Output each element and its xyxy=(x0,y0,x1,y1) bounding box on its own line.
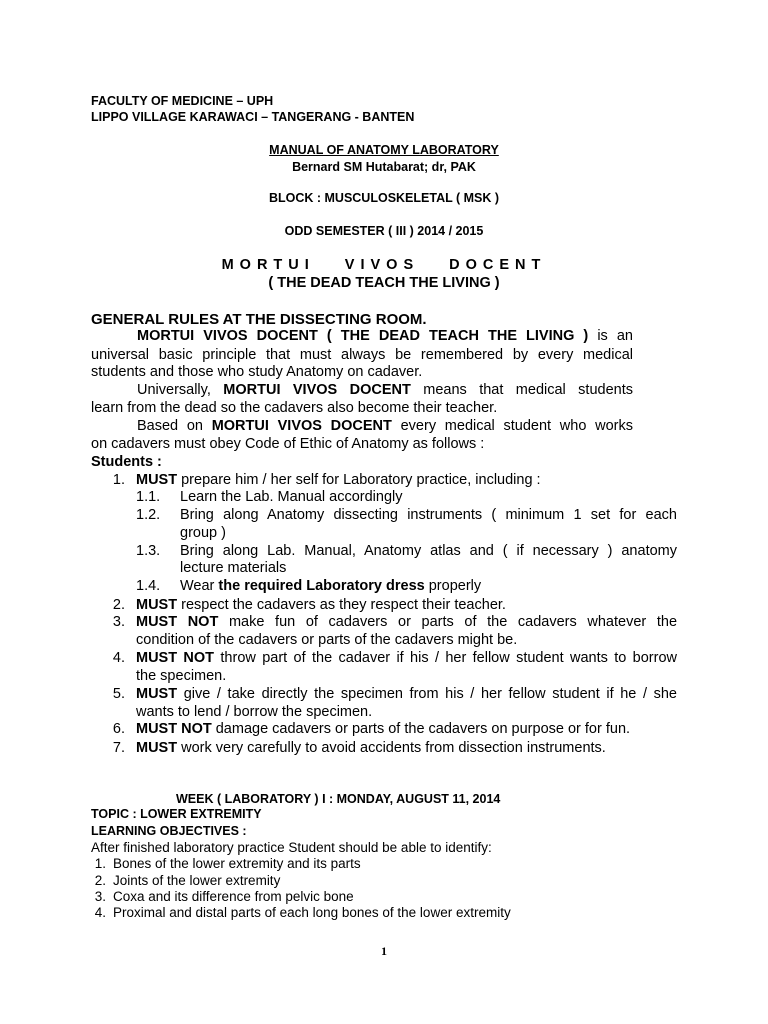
list-item-text: MUST prepare him / her self for Laboratory practice, including : xyxy=(136,472,541,488)
topic-line: TOPIC : LOWER EXTREMITY xyxy=(91,807,262,821)
list-item-continuation: the specimen. xyxy=(136,668,227,684)
sub-item-number: 1.3. xyxy=(136,543,161,559)
rules-paragraph-2-line-1: Universally, MORTUI VIVOS DOCENT means that medical students xyxy=(137,382,633,398)
list-item-number: 6. xyxy=(112,721,125,737)
page-number: 1 xyxy=(381,944,387,958)
rules-paragraph-2-line-2: learn from the dead so the cadavers also become their teacher. xyxy=(91,400,498,416)
list-item-number: 4. xyxy=(112,650,125,666)
sub-item-text: Bring along Lab. Manual, Anatomy atlas and ( if necessary ) anatomy xyxy=(180,543,677,559)
list-item-number: 2. xyxy=(112,597,125,613)
objective-text: Proximal and distal parts of each long bones of the lower extremity xyxy=(113,905,511,920)
rules-paragraph-1-line-2: universal basic principle that must always be remembered by every medical xyxy=(91,347,633,363)
objective-number: 3. xyxy=(94,889,106,904)
rules-paragraph-3-line-1: Based on MORTUI VIVOS DOCENT every medical student who works xyxy=(137,418,633,434)
rules-paragraph-1-line-3: students and those who study Anatomy on cadaver. xyxy=(91,364,423,380)
objective-text: Bones of the lower extremity and its parts xyxy=(113,856,361,871)
list-item-number: 7. xyxy=(112,740,125,756)
list-item-text: MUST work very carefully to avoid accidents from dissection instruments. xyxy=(136,740,606,756)
list-item-text: MUST respect the cadavers as they respect their teacher. xyxy=(136,597,506,613)
list-item-continuation: wants to lend / borrow the specimen. xyxy=(136,704,373,720)
faculty-line: FACULTY OF MEDICINE – UPH xyxy=(91,94,274,108)
objective-number: 2. xyxy=(94,873,106,888)
list-item-text: MUST NOT damage cadavers or parts of the cadavers on purpose or for fun. xyxy=(136,721,631,737)
objective-number: 1. xyxy=(94,856,106,871)
list-item-continuation: condition of the cadavers or parts of the cadavers might be. xyxy=(136,632,518,648)
author-line: Bernard SM Hutabarat; dr, PAK xyxy=(292,160,476,174)
semester-line: ODD SEMESTER ( III ) 2014 / 2015 xyxy=(284,224,484,238)
sub-item-number: 1.2. xyxy=(136,507,161,523)
list-item-number: 5. xyxy=(112,686,125,702)
objective-number: 4. xyxy=(94,905,106,920)
block-line: BLOCK : MUSCULOSKELETAL ( MSK ) xyxy=(268,191,500,205)
motto-translation: ( THE DEAD TEACH THE LIVING ) xyxy=(268,275,500,291)
sub-item-number: 1.4. xyxy=(136,578,161,594)
students-label: Students : xyxy=(91,454,162,470)
sub-item-text: Bring along Anatomy dissecting instruments ( minimum 1 set for each xyxy=(180,507,677,523)
objectives-intro: After finished laboratory practice Student should be able to identify: xyxy=(91,840,492,855)
list-item-number: 1. xyxy=(112,472,125,488)
objective-text: Joints of the lower extremity xyxy=(113,873,281,888)
manual-title: MANUAL OF ANATOMY LABORATORY xyxy=(269,143,499,157)
sub-item-continuation: lecture materials xyxy=(180,560,287,576)
list-item-number: 3. xyxy=(112,614,125,630)
rules-paragraph-3-line-2: on cadavers must obey Code of Ethic of Anatomy as follows : xyxy=(91,436,485,452)
sub-item-text: Wear the required Laboratory dress properly xyxy=(180,578,482,594)
sub-item-continuation: group ) xyxy=(180,525,226,541)
sub-item-text: Learn the Lab. Manual accordingly xyxy=(180,489,403,505)
list-item-text: MUST NOT make fun of cadavers or parts of the cadavers whatever the xyxy=(136,614,677,630)
rules-heading: GENERAL RULES AT THE DISSECTING ROOM. xyxy=(91,311,427,328)
rules-paragraph-1-line-1: MORTUI VIVOS DOCENT ( THE DEAD TEACH THE LIVING ) is an xyxy=(137,328,633,344)
objective-text: Coxa and its difference from pelvic bone xyxy=(113,889,354,904)
motto: MORTUI VIVOS DOCENT xyxy=(221,257,547,273)
objectives-label: LEARNING OBJECTIVES : xyxy=(91,824,247,838)
list-item-text: MUST NOT throw part of the cadaver if his / her fellow student wants to borrow xyxy=(136,650,677,666)
address-line: LIPPO VILLAGE KARAWACI – TANGERANG - BANTEN xyxy=(91,110,415,124)
list-item-text: MUST give / take directly the specimen from his / her fellow student if he / she xyxy=(136,686,677,702)
week-heading: WEEK ( LABORATORY ) I : MONDAY, AUGUST 11, 2014 xyxy=(176,792,501,806)
sub-item-number: 1.1. xyxy=(136,489,161,505)
